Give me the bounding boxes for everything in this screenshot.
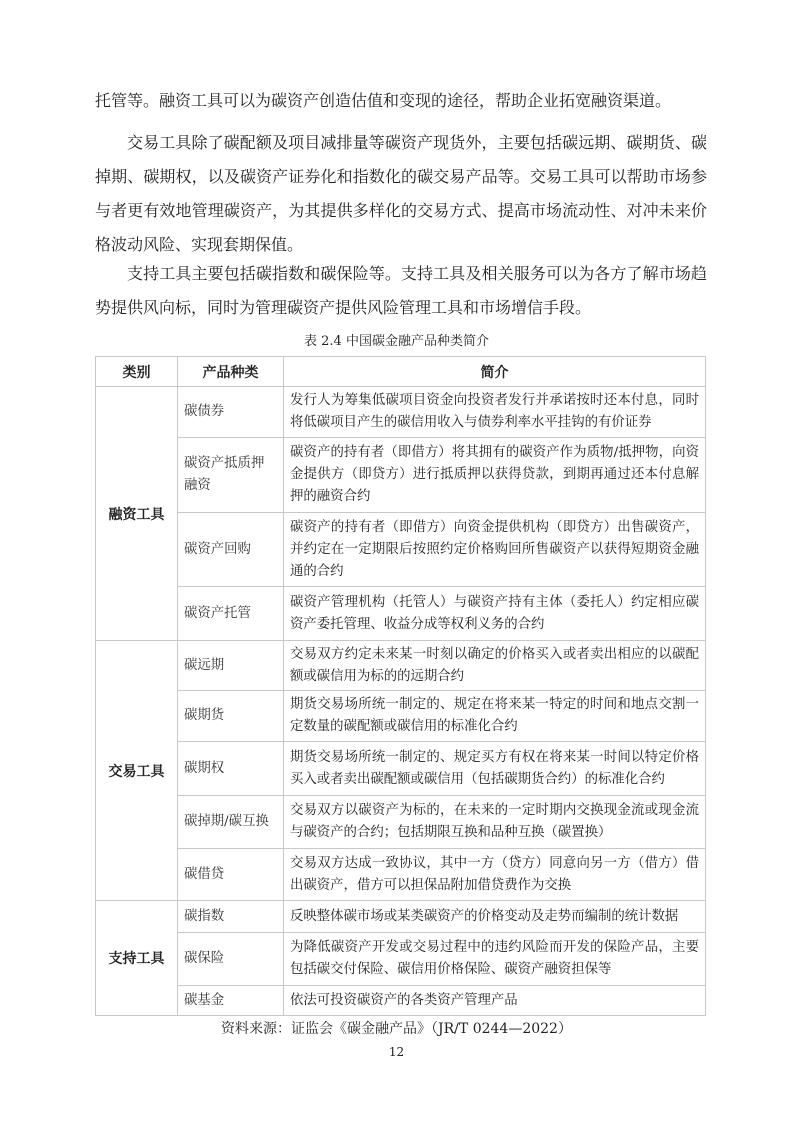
- product-cell: 碳远期: [178, 641, 284, 691]
- description-cell: 碳资产管理机构（托管人）与碳资产持有主体（委托人）约定相应碳资产委托管理、收益分成等权利义务的合约: [284, 587, 706, 641]
- description-cell: 反映整体碳市场或某类碳资产的价格变动及走势而编制的统计数据: [284, 901, 706, 933]
- table-header-row: [96, 357, 706, 387]
- product-cell: 碳债券: [178, 387, 284, 438]
- table-row: [96, 587, 706, 641]
- product-cell: 碳期货: [178, 691, 284, 742]
- product-cell: 碳掉期/碳互换: [178, 796, 284, 849]
- category-cell: 融资工具: [96, 387, 178, 641]
- category-cell: 交易工具: [96, 641, 178, 901]
- description-cell: 交易双方以碳资产为标的，在未来的一定时期内交换现金流或现金流与碳资产的合约；包括期限互换和品种互换（碳置换）: [284, 796, 706, 849]
- description-cell: 期货交易场所统一制定的、规定买方有权在将来某一时间以特定价格买入或者卖出碳配额或碳信用（包括碳期货合约）的标准化合约: [284, 742, 706, 796]
- description-cell: 为降低碳资产开发或交易过程中的违约风险而开发的保险产品，主要包括碳交付保险、碳信用价格保险、碳资产融资担保等: [284, 933, 706, 986]
- table-row: [96, 691, 706, 742]
- table-row: [96, 986, 706, 1016]
- product-cell: 碳指数: [178, 901, 284, 933]
- product-cell: 碳资产托管: [178, 587, 284, 641]
- carbon-finance-products-table: [95, 356, 706, 1016]
- description-cell: 依法可投资碳资产的各类资产管理产品: [284, 986, 706, 1016]
- product-cell: 碳保险: [178, 933, 284, 986]
- product-cell: 碳期权: [178, 742, 284, 796]
- product-cell: 碳借贷: [178, 849, 284, 901]
- description-cell: 碳资产的持有者（即借方）向资金提供机构（即贷方）出售碳资产，并约定在一定期限后按照约定价格购回所售碳资产以获得短期资金融通的合约: [284, 513, 706, 587]
- header-description: 简介: [284, 357, 706, 387]
- description-cell: 交易双方约定未来某一时刻以确定的价格买入或者卖出相应的以碳配额或碳信用为标的的远期合约: [284, 641, 706, 691]
- table-row: [96, 901, 706, 933]
- table-row: [96, 796, 706, 849]
- product-cell: 碳基金: [178, 986, 284, 1016]
- table-caption: 表 2.4 中国碳金融产品种类简介: [304, 334, 489, 349]
- description-cell: 交易双方达成一致协议，其中一方（贷方）同意向另一方（借方）借出碳资产，借方可以担保品附加借贷费作为交换: [284, 849, 706, 901]
- table-row: [96, 438, 706, 513]
- table-source: 资料来源：证监会《碳金融产品》（JR/T 0244—2022）: [221, 1021, 572, 1037]
- table-row: [96, 849, 706, 901]
- header-category: 类别: [96, 357, 178, 387]
- table-row: [96, 387, 706, 438]
- category-cell: 支持工具: [96, 901, 178, 1016]
- product-cell: 碳资产抵质押融资: [178, 438, 284, 513]
- description-cell: 碳资产的持有者（即借方）将其拥有的碳资产作为质物/抵押物，向资金提供方（即贷方）进行抵质押以获得贷款，到期再通过还本付息解押的融资合约: [284, 438, 706, 513]
- header-product: 产品种类: [178, 357, 284, 387]
- description-cell: 发行人为筹集低碳项目资金向投资者发行并承诺按时还本付息，同时将低碳项目产生的碳信用收入与债券利率水平挂钩的有价证券: [284, 387, 706, 438]
- paragraph-trading-tools: 交易工具除了碳配额及项目减排量等碳资产现货外，主要包括碳远期、碳期货、碳掉期、碳期权，以及碳资产证券化和指数化的碳交易产品等。交易工具可以帮助市场参与者更有效地管理碳资产，为其提供多样化的交易方式、提高市场流动性、对冲未来价格波动风险、实现套期保值。: [95, 133, 707, 254]
- table-row: [96, 933, 706, 986]
- product-cell: 碳资产回购: [178, 513, 284, 587]
- table-row: [96, 742, 706, 796]
- table-row: [96, 513, 706, 587]
- page-number: 12: [388, 1045, 405, 1059]
- paragraph-support-tools: 支持工具主要包括碳指数和碳保险等。支持工具及相关服务可以为各方了解市场趋势提供风向标，同时为管理碳资产提供风险管理工具和市场增信手段。: [95, 264, 707, 317]
- description-cell: 期货交易场所统一制定的、规定在将来某一特定的时间和地点交割一定数量的碳配额或碳信用的标准化合约: [284, 691, 706, 742]
- paragraph-financing-end: 托管等。融资工具可以为碳资产创造估值和变现的途径，帮助企业拓宽融资渠道。: [95, 91, 672, 110]
- table-row: [96, 641, 706, 691]
